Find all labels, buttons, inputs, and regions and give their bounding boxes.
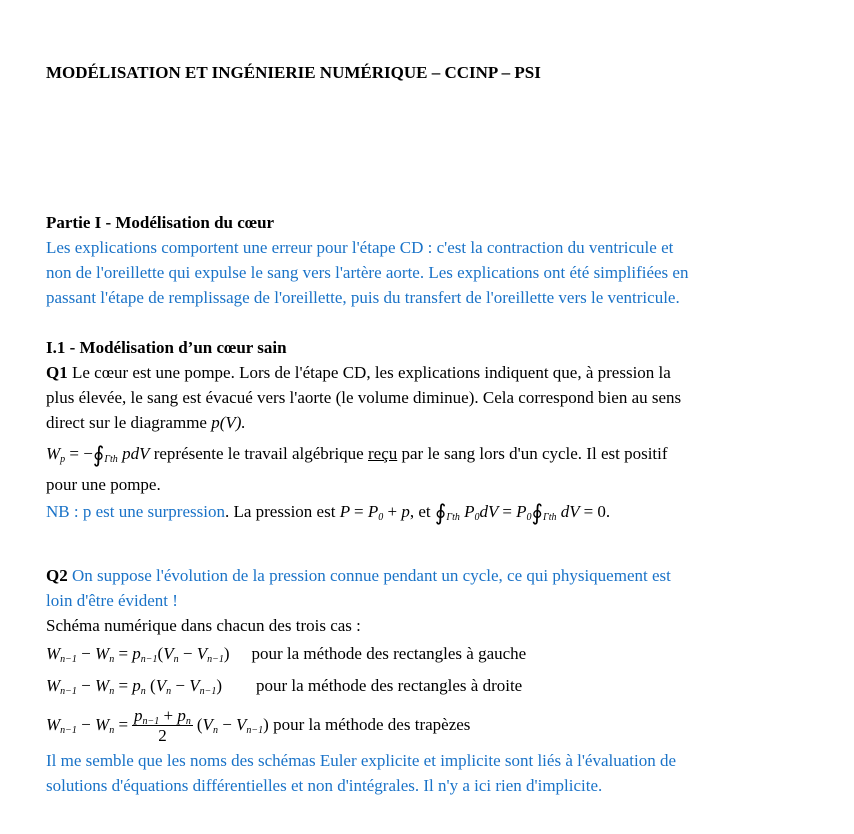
final-comment-line-2: solutions d'équations différentielles et non d'intégrales. Il n'y a ici rien d'implicite.	[46, 776, 603, 795]
partie-1-block	[46, 210, 836, 310]
partie-1-heading: Partie I - Modélisation du cœur	[46, 213, 275, 232]
nb-line	[46, 497, 836, 528]
work-text-pre: représente le travail algébrique	[149, 444, 368, 463]
section-1-1-block	[46, 335, 836, 528]
q2-line-1	[46, 563, 836, 588]
final-comment-line-1: Il me semble que les noms des schémas Euler explicite et implicite sont liés à l'évaluation de	[46, 751, 676, 770]
formula-rect-left: $W_{n-1} - W_n = p_{n-1}(V_n - V_{n-1})$	[46, 644, 230, 665]
nb-blue-text: NB : p est une surpression	[46, 502, 225, 521]
q2-block	[46, 563, 836, 798]
scheme-trapezes	[46, 702, 836, 748]
partie-1-comment-line-2: non de l'oreillette qui expulse le sang vers l'artère aorte. Les explications ont été simplifiées en	[46, 263, 689, 282]
scheme-rect-left	[46, 638, 836, 670]
q1-line-1	[46, 360, 836, 385]
q2-blue-1: On suppose l'évolution de la pression connue pendant un cycle, ce qui physiquement est	[67, 566, 671, 585]
work-formula: $W_p$ = $-∮_{\Gamma th}$ pdV	[46, 442, 150, 467]
partie-1-comment-line-3: passant l'étape de remplissage de l'oreillette, puis du transfert de l'oreillette vers le ventricule.	[46, 288, 680, 307]
method-trapezes: pour la méthode des trapèzes	[273, 715, 471, 734]
document-title: MODÉLISATION ET INGÉNIERIE NUMÉRIQUE – CCINP – PSI	[46, 63, 541, 82]
partie-1-comment-line-1: Les explications comportent une erreur pour l'étape CD : c'est la contraction du ventricule et	[46, 238, 674, 257]
q1-label: Q1	[46, 363, 68, 382]
method-rect-left: pour la méthode des rectangles à gauche	[251, 644, 527, 663]
q1-line-3	[46, 410, 836, 435]
q1-work-line	[46, 439, 836, 470]
nb-black-text: . La pression est	[224, 502, 340, 521]
q1-text-1: Le cœur est une pompe. Lors de l'étape CD, les explications indiquent que, à pression la	[67, 363, 671, 382]
work-text-post: par le sang lors d'un cycle. Il est positif	[397, 444, 668, 463]
method-rect-right: pour la méthode des rectangles à droite	[256, 676, 523, 695]
section-1-1-heading: I.1 - Modélisation d’un cœur sain	[46, 338, 287, 357]
q2-label: Q2	[46, 566, 68, 585]
schema-line: Schéma numérique dans chacun des trois cas :	[46, 616, 361, 635]
q1-text-3: direct sur le diagramme	[46, 413, 212, 432]
q1-pv-math: p(V).	[211, 413, 246, 432]
nb-mid-text: , et	[409, 502, 435, 521]
pressure-formula: $P = P_0 + p$	[339, 502, 410, 523]
integral-zero-formula: $∮_{\Gamma th}$ $P_0dV$ = $P_0∮_{\Gamma th}$ dV = 0.	[434, 500, 611, 525]
formula-rect-right: $W_{n-1} - W_n = p_n$ $(V_n - V_{n-1})$	[46, 676, 222, 697]
q1-line-2: plus élevée, le sang est évacué vers l'aorte (le volume diminue). Cela correspond bien au sens	[46, 388, 682, 407]
formula-trapezes: $W_{n-1} - W_n$ = $\frac{p_{n-1} + p_n}{2}$ $(V_n - V_{n-1})$	[46, 705, 269, 745]
q2-blue-2: loin d'être évident !	[46, 591, 178, 610]
q1-line-5: pour une pompe.	[46, 475, 161, 494]
work-text-underlined: reçu	[367, 444, 398, 463]
scheme-rect-right	[46, 670, 836, 702]
